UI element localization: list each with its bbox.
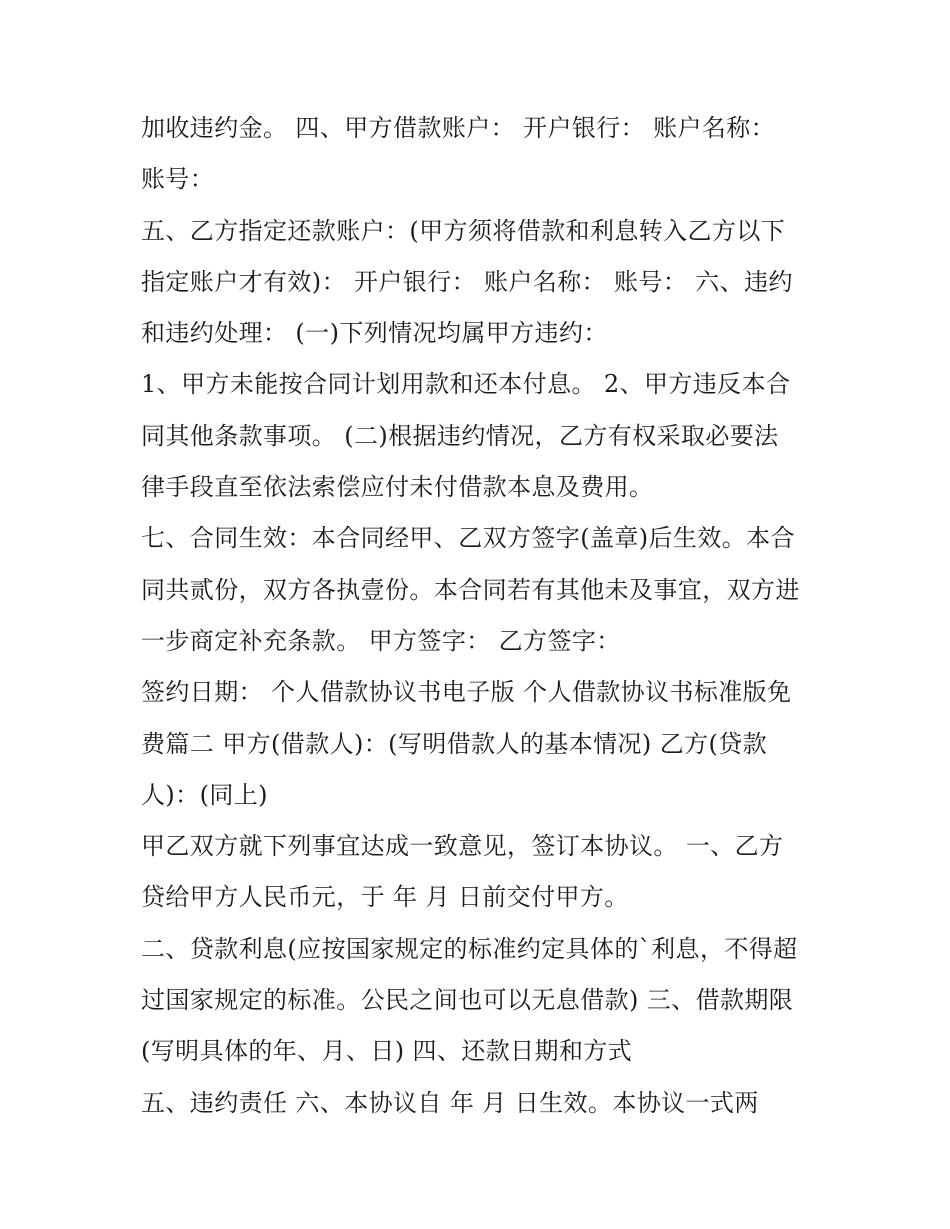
- text-line: 五、违约责任 六、本协议自 年 月 日生效。本协议一式两: [141, 1088, 759, 1117]
- text-line: 同共贰份，双方各执壹份。本合同若有其他未及事宜，双方进: [141, 575, 800, 604]
- text-line: 签约日期： 个人借款协议书电子版 个人借款协议书标准版免: [141, 678, 792, 707]
- text-line: 过国家规定的标准。公民之间也可以无息借款) 三、借款期限: [141, 986, 794, 1015]
- document-body: [141, 103, 821, 1129]
- text-line: 甲乙双方就下列事宜达成一致意见，签订本协议。 一、乙方: [141, 832, 784, 861]
- text-line: 和违约处理： (一)下列情况均属甲方违约：: [141, 319, 608, 348]
- text-line: 费篇二 甲方(借款人)：(写明借款人的基本情况) 乙方(贷款: [141, 729, 768, 758]
- text-line: 一步商定补充条款。 甲方签字： 乙方签字：: [141, 626, 621, 655]
- text-line: 同其他条款事项。 (二)根据违约情况，乙方有权采取必要法: [141, 421, 779, 450]
- text-line: 七、合同生效：本合同经甲、乙双方签字(盖章)后生效。本合: [141, 524, 795, 553]
- text-line: 贷给甲方人民币元，于 年 月 日前交付甲方。: [141, 883, 629, 912]
- text-line: (写明具体的年、月、日) 四、还款日期和方式: [141, 1037, 633, 1066]
- text-line: 二、贷款利息(应按国家规定的标准约定具体的`利息，不得超: [141, 934, 798, 963]
- text-line: 加收违约金。 四、甲方借款账户： 开户银行： 账户名称：: [141, 114, 776, 142]
- text-line: 账号：: [141, 165, 215, 194]
- text-line: 人)：(同上): [141, 780, 268, 809]
- text-line: 指定账户才有效)： 开户银行： 账户名称： 账号： 六、违约: [141, 267, 793, 296]
- text-line: 五、乙方指定还款账户：(甲方须将借款和利息转入乙方以下: [141, 216, 786, 245]
- text-line: 1、甲方未能按合同计划用款和还本付息。 2、甲方违反本合: [141, 370, 791, 399]
- text-line: 律手段直至依法索偿应付未付借款本息及费用。: [141, 473, 654, 502]
